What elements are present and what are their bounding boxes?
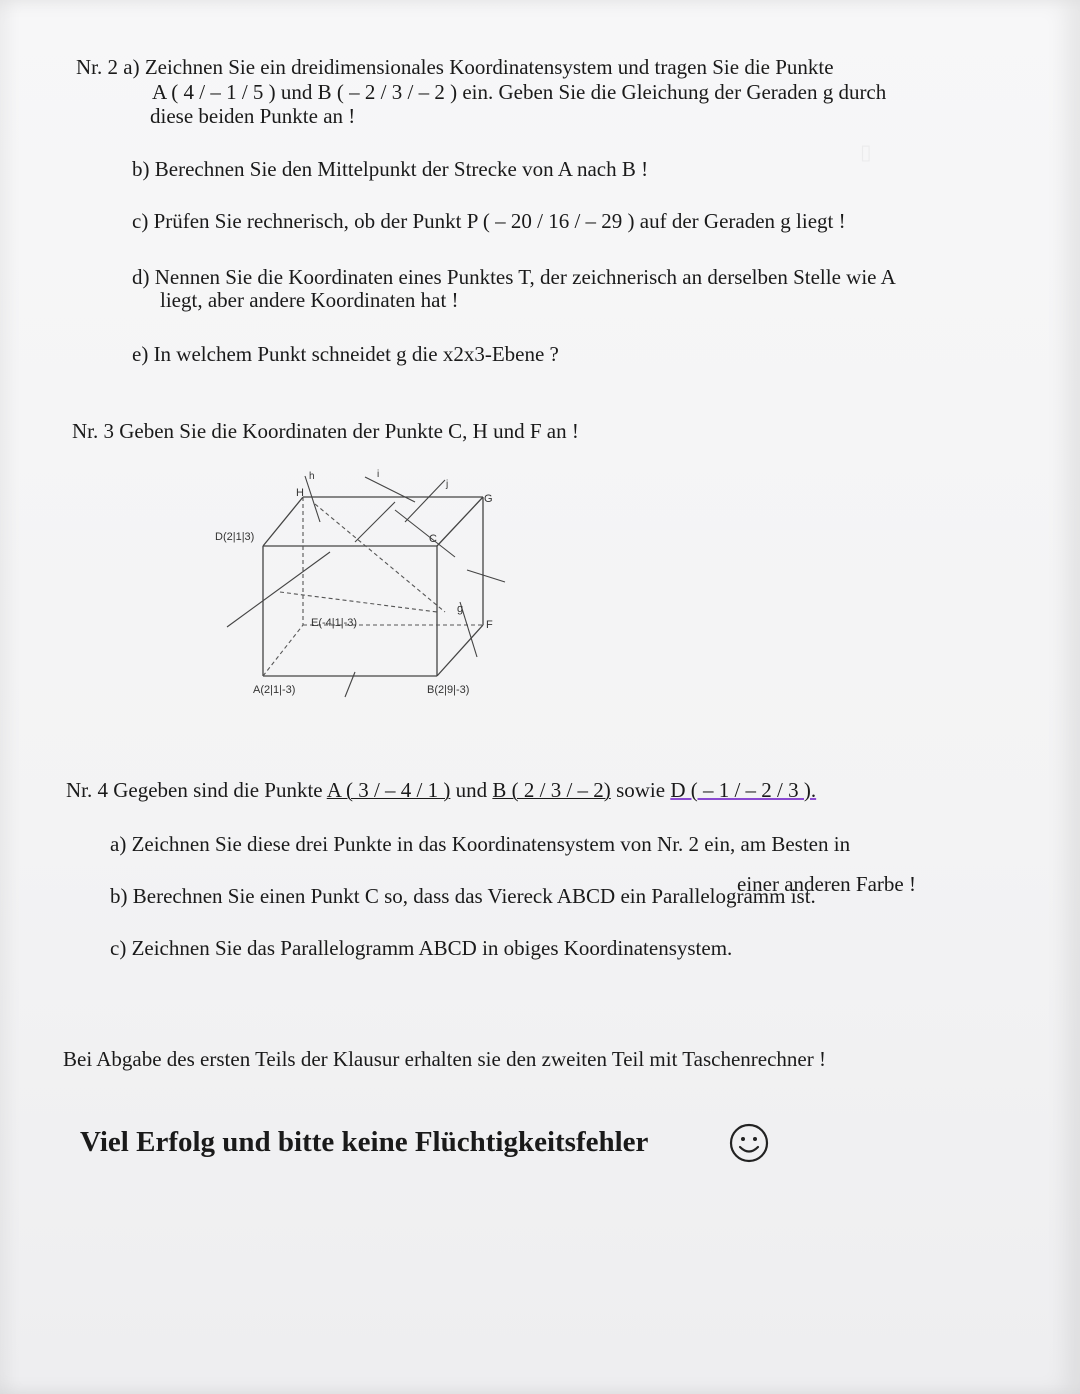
footer-note: Bei Abgabe des ersten Teils der Klausur erhalten sie den zweiten Teil mit Taschenrechner !	[63, 1047, 826, 1071]
task4-intro	[66, 778, 816, 802]
smiley-icon	[728, 1122, 770, 1164]
edge-BF	[437, 625, 483, 676]
aux-line-h	[305, 476, 320, 522]
task3-text: Nr. 3 Geben Sie die Koordinaten der Punkte C, H und F an !	[72, 419, 579, 443]
label-B: B(2|9|-3)	[427, 684, 470, 696]
task4-intro-prefix: Nr. 4 Gegeben sind die Punkte	[66, 778, 327, 802]
aux-line-left	[227, 552, 330, 627]
aux-line-cross	[355, 502, 395, 542]
footer-closing: Viel Erfolg und bitte keine Flüchtigkeitsfehler	[80, 1126, 649, 1158]
task2-d-line2: liegt, aber andere Koordinaten hat !	[160, 288, 459, 312]
label-E: E(-4|1|-3)	[311, 617, 358, 629]
label-D: D(2|1|3)	[215, 531, 255, 543]
task4-point-B: B ( 2 / 3 / – 2)	[492, 778, 611, 802]
task4-point-A: A ( 3 / – 4 / 1 )	[326, 778, 451, 802]
label-A: A(2|1|-3)	[253, 684, 296, 696]
aux-line-i	[365, 477, 415, 502]
aux-line-right	[467, 570, 505, 582]
aux-line-diagonal	[395, 510, 455, 557]
task2-e: e) In welchem Punkt schneidet g die x2x3-Ebene ?	[132, 342, 559, 366]
task2-a-line3: diese beiden Punkte an !	[150, 104, 356, 128]
label-g: g	[457, 603, 464, 615]
task4-mid1: und	[450, 778, 493, 802]
aux-line-j	[405, 480, 445, 522]
hidden-edge-AE	[263, 625, 303, 676]
edge-DH	[263, 497, 303, 546]
task2-d-line1: d) Nennen Sie die Koordinaten eines Punktes T, der zeichnerisch an derselben Stelle wie A	[132, 265, 896, 289]
task4-a-line1: a) Zeichnen Sie diese drei Punkte in das Koordinatensystem von Nr. 2 ein, am Besten in	[110, 832, 851, 856]
cuboid-diagram	[205, 462, 525, 712]
task2-a-line2: A ( 4 / – 1 / 5 ) und B ( – 2 / 3 / – 2 ) ein. Geben Sie die Gleichung der Geraden g durch	[152, 80, 887, 104]
task2-a-line1: Nr. 2 a) Zeichnen Sie ein dreidimensionales Koordinatensystem und tragen Sie die Punkte	[76, 55, 834, 79]
task4-c: c) Zeichnen Sie das Parallelogramm ABCD in obiges Koordinatensystem.	[110, 936, 733, 960]
task4-mid2: sowie	[610, 778, 671, 802]
edge-CG	[437, 497, 483, 546]
label-j: j	[446, 479, 449, 490]
label-F: F	[486, 619, 493, 631]
task2-c: c) Prüfen Sie rechnerisch, ob der Punkt P ( – 20 / 16 / – 29 ) auf der Geraden g liegt !	[132, 209, 846, 233]
bleed-through-mark: ▯	[860, 140, 872, 164]
label-i: i	[377, 469, 380, 480]
task2-b: b) Berechnen Sie den Mittelpunkt der Strecke von A nach B !	[132, 157, 649, 181]
dashed-line-g	[315, 504, 445, 612]
label-h: h	[309, 471, 315, 482]
task4-b: b) Berechnen Sie einen Punkt C so, dass das Viereck ABCD ein Parallelogramm ist.	[110, 884, 816, 908]
label-G: G	[484, 493, 493, 505]
task4-a-line2: einer anderen Farbe !	[737, 872, 916, 896]
task4-point-D: D ( – 1 / – 2 / 3 ).	[670, 778, 817, 802]
label-H: H	[296, 487, 304, 499]
label-C: C	[429, 533, 437, 545]
